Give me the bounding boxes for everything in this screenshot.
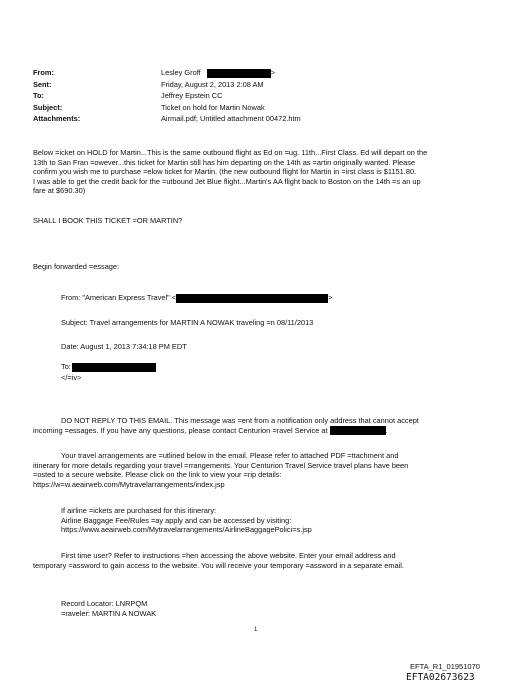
body-line: Airline Baggage Fee/Rules =ay apply and can be accessed by visiting: [61,515,292,525]
body-line: Your travel arrangements are =utlined below in the email. Please refer to attached PDF =ttachment and [61,451,399,460]
efta-reference-1: EFTA_R1_01951070 [410,662,480,671]
body-line: =osted to a secure website. Please click on the link to view your =rip details: [33,470,282,479]
from-suffix: > [270,68,276,77]
forward-date: Date: August 1, 2013 7:34:18 PM EDT [61,342,187,351]
record-locator: Record Locator: LNRPQM [61,599,148,608]
donotreply-paragraph [33,416,419,435]
from-name: Lesley Groff [161,68,201,77]
to-value: Jeffrey Epstein CC [161,91,223,100]
donotreply-text: incoming =essages. If you have any questions, please contact Centurion =ravel Service at [33,425,328,435]
forward-to [61,362,156,372]
body-line [33,426,419,436]
body-line: temporary =assword to gain access to the website. You will receive your temporary =assword in a separate email. [33,560,404,570]
forward-from [61,293,332,303]
forward-from-text: From: "American Express Travel" < [61,293,177,302]
redaction-box [176,294,328,303]
body-line: First time user? Refer to instructions =hen accessing the above website. Enter your email address and [61,551,396,560]
forward-from-suffix: > [328,293,333,302]
forwarded-heading: Begin forwarded =essage: [33,262,120,271]
traveler-name: =raveler: MARTIN A NOWAK [61,608,157,618]
donotreply-end: . [385,425,388,435]
firsttime-paragraph [33,551,404,570]
record-paragraph [61,599,156,618]
body-paragraph [33,148,427,196]
subject-label: Subject: [33,103,63,112]
forward-to-label: To: [61,362,71,371]
forward-div: </=iv> [61,373,82,382]
body-line: fare at $690.30) [33,186,86,195]
redaction-box [207,69,271,78]
efta-reference-2: EFTA02673623 [406,672,475,683]
sent-label: Sent: [33,80,52,89]
arrangements-paragraph [33,451,408,489]
forward-subject: Subject: Travel arrangements for MARTIN A NOWAK traveling =n 08/11/2013 [61,318,314,327]
body-line: https://w=w.aeairweb.com/Mytravelarrangements/index.jsp [33,479,225,489]
redaction-box [330,426,386,435]
body-question: SHALL I BOOK THIS TICKET =OR MARTIN? [33,216,183,225]
body-line: Below =icket on HOLD for Martin...This is the same outbound flight as Ed on =ug. 11th...First Class. Ed will depart on the [33,148,428,157]
page-number: 1 [254,627,258,633]
body-line: DO NOT REPLY TO THIS EMAIL. This message was =ent from a notification only address that cannot accept [61,416,419,425]
attachments-value: Airmail.pdf; Untitled attachment 00472.htm [161,114,301,123]
redaction-box [72,363,156,372]
sent-value: Friday, August 2, 2013 2:08 AM [161,80,264,89]
body-line: https://www.aeairweb.com/Mytravelarrangements/AirlineBaggagePolici=s.jsp [61,525,312,534]
body-line: If airline =ickets are purchased for this itinerary: [61,506,217,515]
body-line: confirm you wish me to purchase =elow ticket for Martin. (the new outbound flight for Martin in =irst class is $1151.80. [33,167,417,176]
subject-value: Ticket on hold for Martin Nowak [161,103,265,112]
body-line: itinerary for more details regarding your travel =rrangements. Your Centurion Travel Service travel plans have been [33,460,409,470]
from-label: From: [33,68,54,77]
body-line: I was able to get the credit back for the =utbound Jet Blue flight...Martin's AA flight back to Boston on the 14th =s an up [33,176,421,186]
from-value [161,68,275,78]
airline-paragraph [61,506,312,535]
attachments-label: Attachments: [33,114,81,123]
body-line: 13th to San Fran =owever...this ticket for Martin still has him departing on the 14th as =artin originally wanted. Please [33,157,416,167]
to-label: To: [33,91,44,100]
